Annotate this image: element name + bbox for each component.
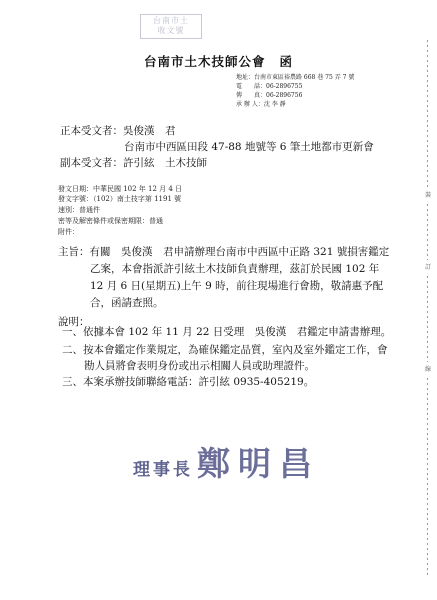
signature-name: 鄭明昌: [197, 444, 320, 483]
doc-type: 函: [279, 54, 294, 69]
binding-line-bottom: [427, 378, 428, 578]
binding-line-top: [427, 40, 428, 190]
binding-line-mid-1: [427, 204, 428, 260]
explanation-heading: 說明：: [58, 316, 90, 328]
margin-char-top: 裝: [424, 192, 431, 199]
phone-line: 電 話：06-2896755: [236, 83, 303, 90]
speed-class: 速別：普通件: [58, 206, 100, 214]
stamp-line-2: 收文號: [157, 26, 185, 35]
main-recipient-address: 台南市中西區田段 47-88 地號等 6 筆土地都市更新會: [124, 141, 374, 153]
receiving-stamp: [140, 14, 202, 39]
signature-title: 理事長: [133, 460, 193, 480]
subject-line-1: 主旨：有關 吳俊漢 君申請辦理台南市中西區中正路 321 號損害鑑定: [58, 246, 390, 258]
org-name: 台南市土木技師公會: [143, 54, 266, 69]
cc-recipient: 副本受文者：許引絃 土木技師: [60, 157, 207, 169]
secrecy-class: 密等及解密條件或保密期限：普通: [58, 217, 163, 225]
explanation-item-1: 一、依據本會 102 年 11 月 22 日受理 吳俊漢 君鑑定申請書辦理。: [62, 326, 392, 338]
binding-line-mid-2: [427, 276, 428, 362]
subject-line-4: 合，函請查照。: [90, 297, 164, 309]
main-recipient: 正本受文者：吳俊漢 君: [60, 125, 176, 137]
issue-number: 發文字號：（102）南土技字第 1191 號: [58, 195, 182, 203]
subject-line-3: 12 月 6 日(星期五)上午 9 時，前往現場進行會勘，敬請惠予配: [90, 280, 384, 292]
handler-line: 承 辦 人：沈 李 靜: [236, 101, 286, 108]
issue-date: 發文日期：中華民國 102 年 12 月 4 日: [58, 185, 183, 193]
fax-line: 傳 真：06-2896756: [236, 92, 303, 99]
address-line: 地址：台南市東區裕農路 668 巷 75 弄 7 號: [236, 74, 355, 81]
attachment: 附件：: [58, 228, 79, 236]
explanation-item-3: 三、本案承辦技師聯絡電話：許引絃 0935-405219。: [62, 376, 315, 388]
margin-char-middle: 訂: [424, 264, 431, 271]
explanation-item-2: 二、按本會鑑定作業規定，為確保鑑定品質，室內及室外鑑定工作，會: [62, 344, 388, 356]
subject-line-2: 乙案，本會指派許引絃土木技師負責辦理，茲訂於民國 102 年: [90, 263, 380, 275]
stamp-line-1: 台南市土: [153, 16, 189, 25]
margin-char-bottom: 線: [424, 366, 431, 373]
explanation-item-2-cont: 勘人員將會表明身份或出示相關人員或助理證件。: [84, 360, 315, 372]
document-title: [0, 52, 437, 70]
